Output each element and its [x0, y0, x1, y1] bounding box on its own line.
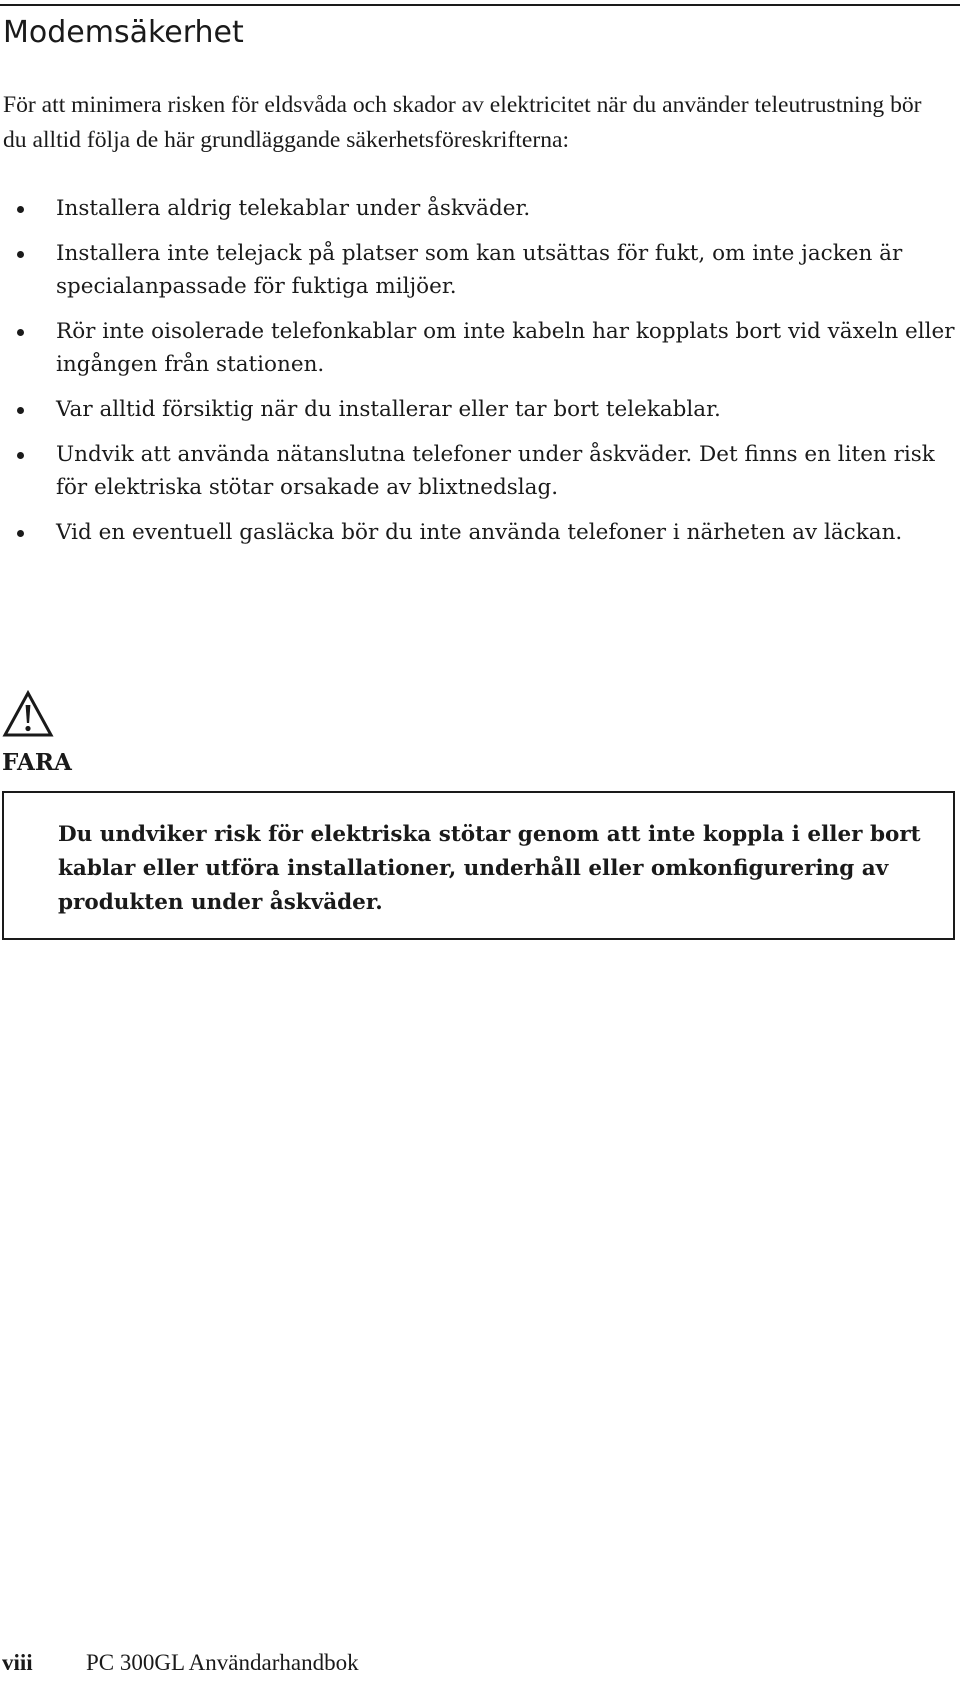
- danger-label: FARA: [2, 749, 72, 776]
- rule-text: Installera aldrig telekablar under åskväder.: [56, 196, 531, 221]
- rule-text: Installera inte telejack på platser som kan utsättas för fukt, om inte jacken är specialanpassade för fuktiga miljöer.: [56, 241, 903, 299]
- rule-text: Rör inte oisolerade telefonkablar om inte kabeln har kopplats bort vid växeln eller ingången från stationen.: [56, 319, 955, 377]
- list-item: [0, 438, 955, 504]
- rule-text: Var alltid försiktig när du installerar eller tar bort telekablar.: [56, 397, 721, 422]
- list-item: [0, 516, 955, 549]
- page-number: viii: [2, 1650, 33, 1675]
- list-item: [0, 393, 955, 426]
- bullet-icon: [17, 206, 24, 213]
- rule-text: Undvik att använda nätanslutna telefoner under åskväder. Det finns en liten risk för elektriska stötar orsakade av blixtnedslag.: [56, 442, 935, 500]
- list-item: [0, 192, 955, 225]
- bullet-icon: [17, 251, 24, 258]
- bullet-icon: [17, 407, 24, 414]
- danger-notice-text: Du undviker risk för elektriska stötar genom att inte koppla i eller bort kablar eller utföra installationer, underhåll eller omkonfigurering av produkten under åskväder.: [58, 822, 921, 915]
- list-item: [0, 315, 955, 381]
- bullet-icon: [17, 452, 24, 459]
- book-title: PC 300GL Användarhandbok: [86, 1650, 359, 1675]
- section-title: Modemsäkerhet: [3, 15, 244, 50]
- bullet-icon: [17, 329, 24, 336]
- danger-notice-box: [2, 791, 955, 940]
- list-item: [0, 237, 955, 303]
- warning-triangle-icon: [2, 690, 54, 738]
- page-footer: [2, 1649, 359, 1677]
- bullet-icon: [17, 530, 24, 537]
- top-rule: [0, 4, 960, 6]
- safety-rules-list: [0, 192, 955, 561]
- rule-text: Vid en eventuell gasläcka bör du inte använda telefoner i närheten av läckan.: [56, 520, 903, 545]
- intro-paragraph: För att minimera risken för eldsvåda och skador av elektricitet när du använder teleutrustning bör du alltid följa de här grundläggande säkerhetsföreskrifterna:: [3, 92, 922, 153]
